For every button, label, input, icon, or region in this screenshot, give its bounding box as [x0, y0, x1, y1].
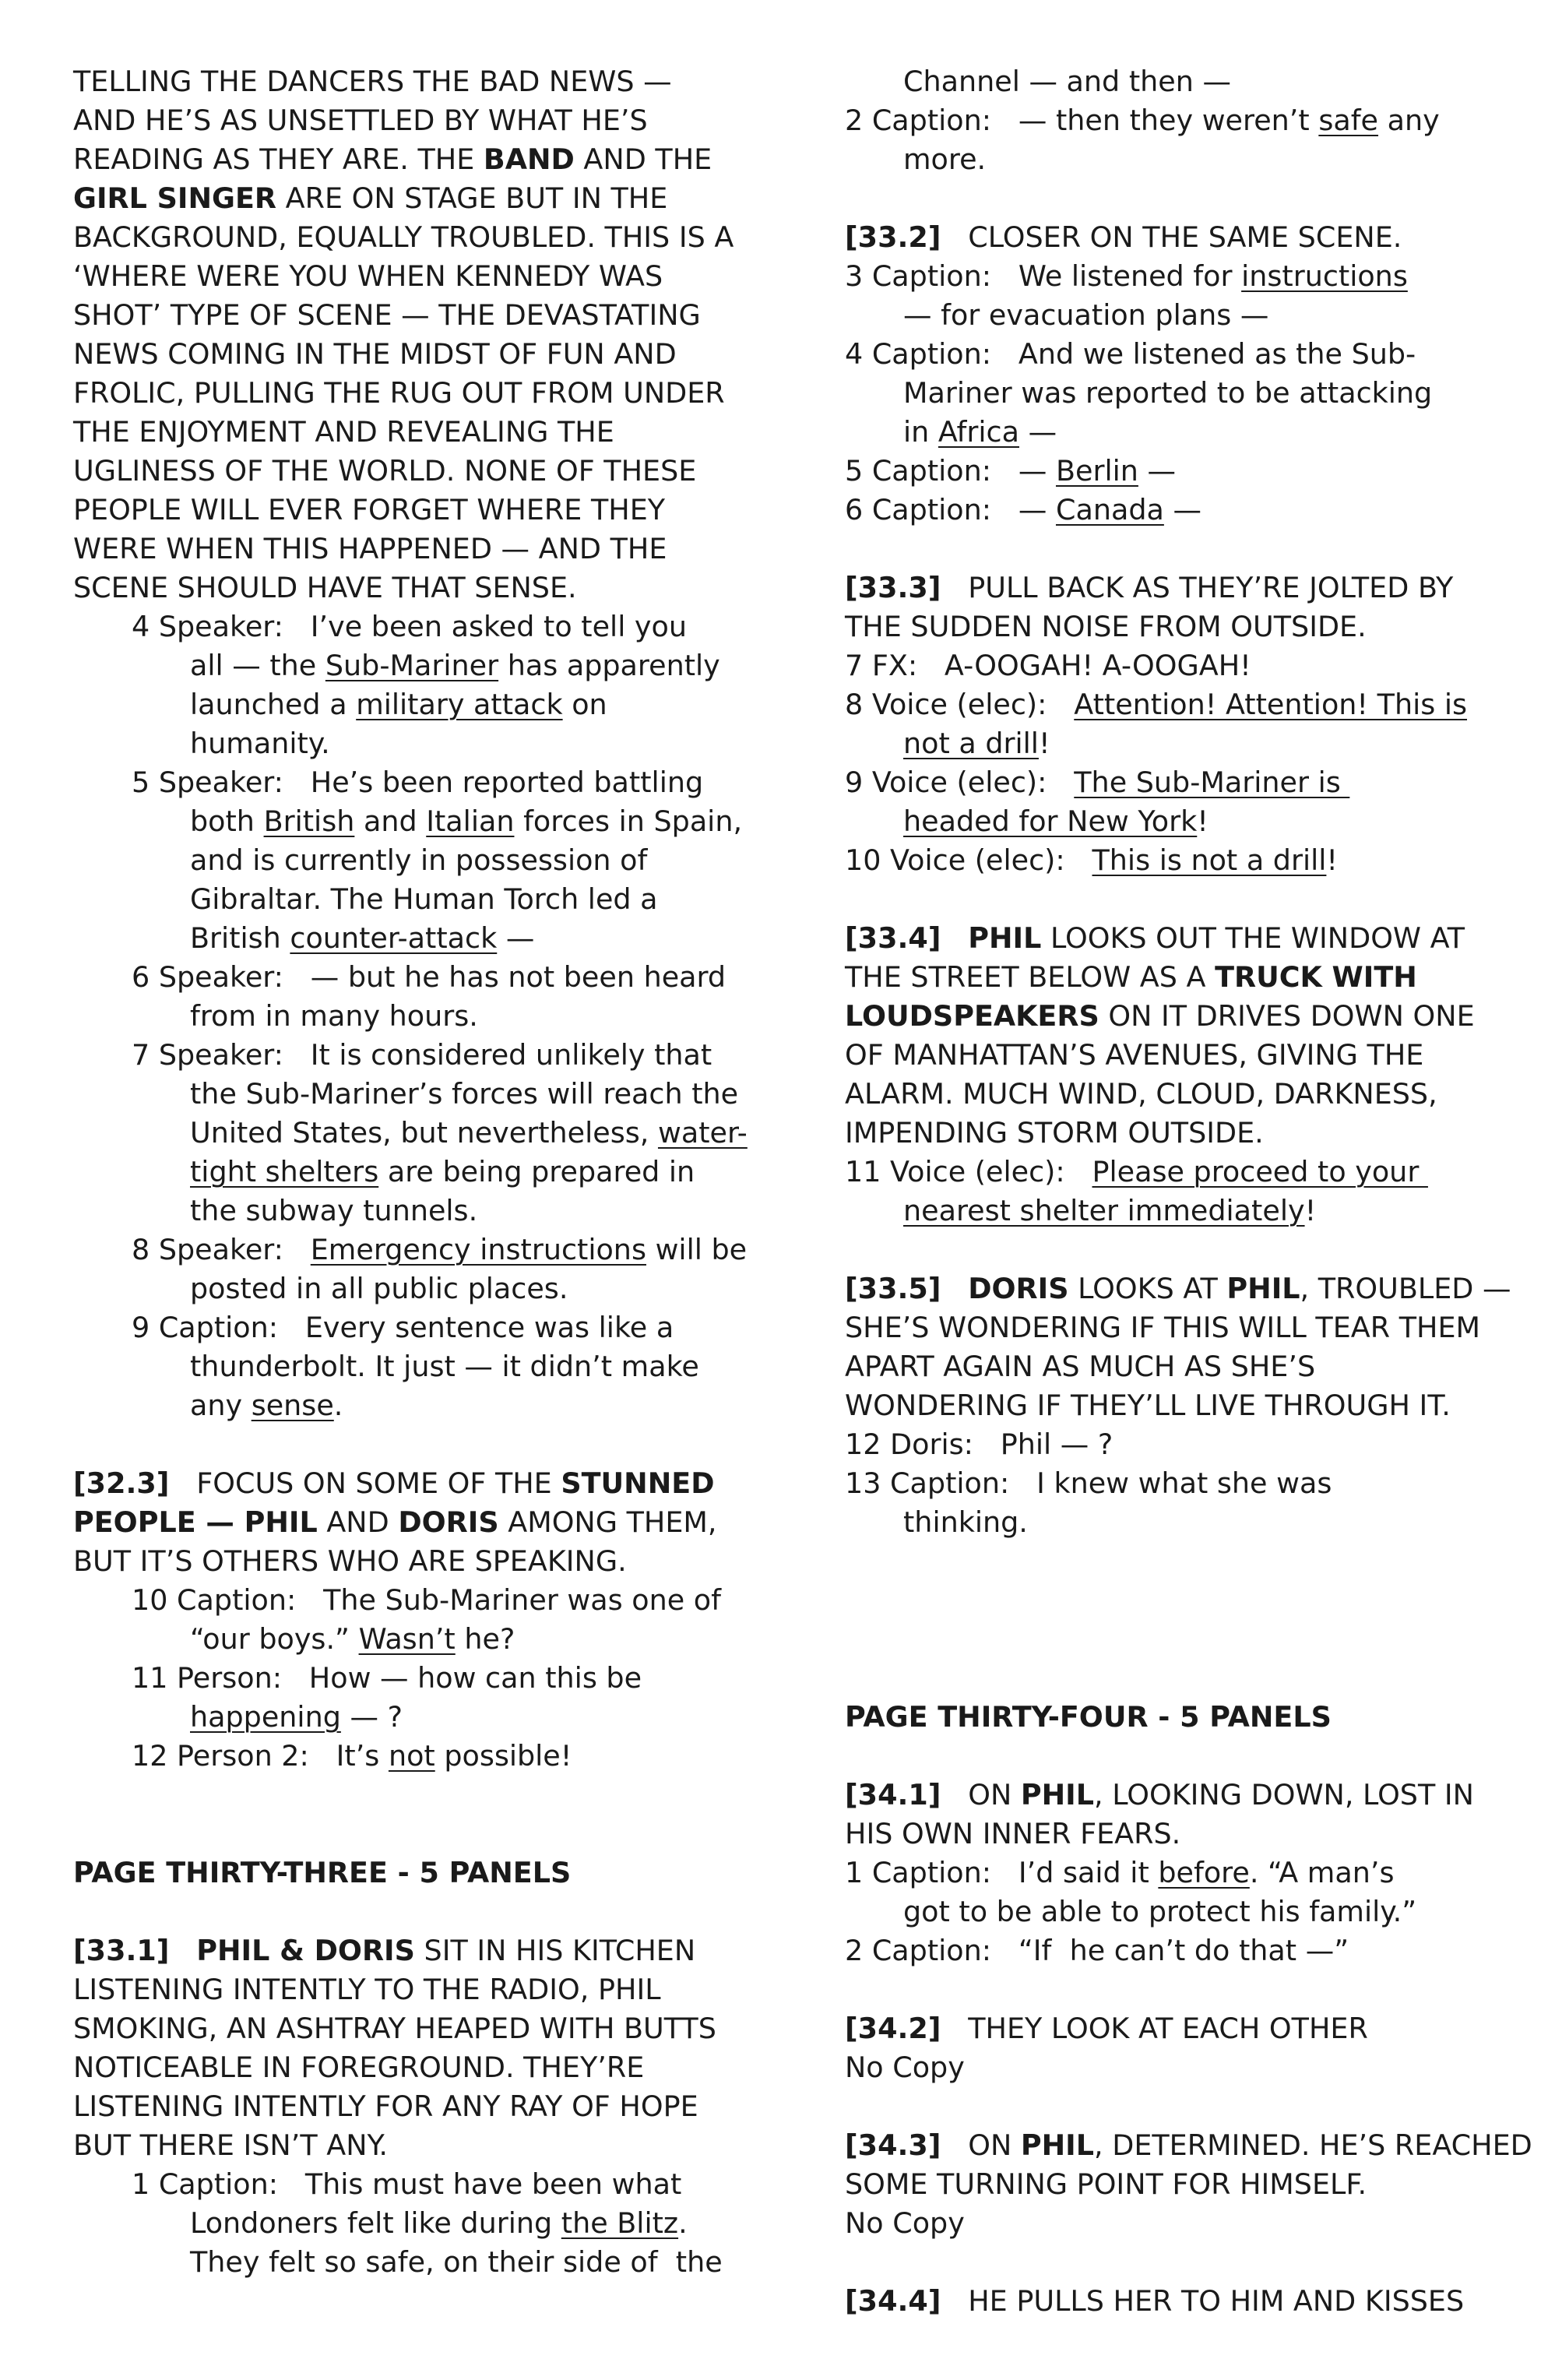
blank-line [786, 1659, 1487, 1698]
blank-line [786, 2243, 1487, 2282]
text-segment: instructions [1241, 259, 1408, 293]
text-segment: — ? [340, 1700, 403, 1734]
blank-line [786, 880, 1487, 919]
script-line [73, 1659, 774, 1698]
blank-line [73, 1815, 774, 1854]
script-line [73, 1347, 774, 1386]
text-segment: BUT THERE ISN’T ANY. [73, 2128, 388, 2162]
text-segment: all — the [190, 649, 325, 682]
script-line [786, 374, 1487, 413]
text-segment: safe [1318, 104, 1379, 137]
text-segment: ALARM. MUCH WIND, CLOUD, DARKNESS, [845, 1077, 1437, 1111]
text-segment: No Copy [845, 2206, 965, 2240]
text-segment: water- [657, 1116, 748, 1150]
script-line [786, 1075, 1487, 1114]
script-line [786, 1698, 1487, 1737]
text-segment: Mariner was reported to be attacking [903, 376, 1433, 410]
text-segment: 9 Voice (elec): [845, 766, 1075, 799]
script-line [73, 919, 774, 958]
script-line [73, 452, 774, 491]
text-segment: HIS OWN INNER FEARS. [845, 1817, 1181, 1850]
text-segment: humanity. [190, 727, 330, 760]
text-segment: the Sub-Mariner’s forces will reach the [190, 1077, 739, 1111]
text-segment: the subway tunnels. [190, 1194, 478, 1227]
text-segment: 10 Voice (elec): [845, 843, 1092, 877]
text-segment: NOTICEABLE IN FOREGROUND. THEY’RE [73, 2051, 645, 2084]
text-segment: FOCUS ON SOME OF THE [169, 1466, 561, 1500]
script-line [73, 1503, 774, 1542]
script-line [786, 1114, 1487, 1153]
text-segment: thunderbolt. It just — it didn’t make [190, 1350, 699, 1383]
text-segment: CLOSER ON THE SAME SCENE. [941, 220, 1402, 254]
script-line [786, 841, 1487, 880]
script-line [786, 257, 1487, 296]
text-segment: Sub-Mariner [325, 649, 499, 682]
text-segment: THE STREET BELOW AS A [845, 960, 1216, 994]
script-line [786, 491, 1487, 530]
text-segment: Canada [1055, 493, 1164, 526]
right-column [786, 62, 1532, 2321]
text-segment: BUT IT’S OTHERS WHO ARE SPEAKING. [73, 1544, 627, 1578]
script-line [73, 2126, 774, 2165]
script-line [73, 1269, 774, 1308]
script-line [786, 802, 1487, 841]
script-line [73, 607, 774, 646]
script-line [786, 1931, 1487, 1970]
text-segment: SOME TURNING POINT FOR HIMSELF. [845, 2167, 1367, 2201]
script-line [73, 413, 774, 452]
left-column [73, 62, 774, 2282]
text-segment: ON [941, 1778, 1021, 1811]
text-segment: This is not a drill [1092, 843, 1327, 877]
text-segment: LOOKS OUT THE WINDOW AT [1041, 921, 1465, 955]
text-segment: THEY LOOK AT EACH OTHER [941, 2012, 1368, 2045]
text-segment: sense [251, 1389, 334, 1422]
text-segment: he? [455, 1622, 515, 1656]
script-line [73, 2048, 774, 2087]
script-line [73, 1931, 774, 1970]
text-segment: DORIS [968, 1272, 1069, 1305]
text-segment: 5 Speaker: He’s been reported battling [132, 766, 704, 799]
text-segment: 8 Voice (elec): [845, 688, 1075, 721]
script-line [73, 335, 774, 374]
script-line [786, 958, 1487, 997]
text-segment: Gibraltar. The Human Torch led a [190, 882, 658, 916]
text-segment: LISTENING INTENTLY FOR ANY RAY OF HOPE [73, 2090, 698, 2123]
text-segment: THE ENJOYMENT AND REVEALING THE [73, 415, 614, 449]
text-segment: any [1378, 104, 1440, 137]
blank-line [786, 1581, 1487, 1620]
script-line [73, 958, 774, 997]
text-segment: READING AS THEY ARE. THE [73, 143, 484, 176]
script-line [786, 296, 1487, 335]
text-segment: [34.1] [845, 1778, 941, 1811]
text-segment: 12 Person 2: It’s [132, 1739, 389, 1773]
script-line [73, 374, 774, 413]
text-segment: 6 Speaker: — but he has not been heard [132, 960, 727, 994]
text-segment: headed for New York [903, 804, 1198, 838]
script-line [786, 1854, 1487, 1892]
text-segment: [34.3] [845, 2128, 941, 2162]
text-segment: LOOKS AT [1068, 1272, 1227, 1305]
text-segment: [32.3] [73, 1466, 170, 1500]
text-segment: , TROUBLED — [1300, 1272, 1511, 1305]
script-line [73, 1581, 774, 1620]
text-segment: ! [1197, 804, 1208, 838]
script-line [73, 1464, 774, 1503]
text-segment: ! [1304, 1194, 1317, 1227]
script-line [786, 1308, 1487, 1347]
text-segment: IMPENDING STORM OUTSIDE. [845, 1116, 1264, 1150]
text-segment: posted in all public places. [190, 1272, 568, 1305]
script-line [786, 763, 1487, 802]
text-segment: NEWS COMING IN THE MIDST OF FUN AND [73, 337, 677, 371]
script-line [786, 1425, 1487, 1464]
script-line [73, 296, 774, 335]
blank-line [73, 1892, 774, 1931]
script-line [73, 802, 774, 841]
script-line [73, 2204, 774, 2243]
script-line [786, 62, 1487, 101]
text-segment [941, 921, 968, 955]
script-line [73, 530, 774, 569]
script-line [73, 880, 774, 919]
text-segment: Italian [426, 804, 515, 838]
script-line [73, 1153, 774, 1192]
text-segment: WONDERING IF THEY’LL LIVE THROUGH IT. [845, 1389, 1451, 1422]
text-segment: [34.2] [845, 2012, 941, 2045]
script-line [786, 919, 1487, 958]
script-line [786, 2282, 1487, 2321]
script-line [73, 2243, 774, 2282]
script-line [786, 569, 1487, 607]
text-segment: 3 Caption: We listened for [845, 259, 1242, 293]
blank-line [786, 1230, 1487, 1269]
script-line [73, 1737, 774, 1776]
script-line [786, 1153, 1487, 1192]
script-line [73, 218, 774, 257]
script-line [73, 2009, 774, 2048]
text-segment: — for evacuation plans — [903, 298, 1269, 332]
script-line [786, 2204, 1487, 2243]
blank-line [786, 1542, 1487, 1581]
text-segment: 11 Voice (elec): [845, 1155, 1092, 1188]
script-line [73, 1542, 774, 1581]
script-line [786, 1269, 1511, 1308]
text-segment: ON IT DRIVES DOWN ONE [1099, 999, 1475, 1033]
script-line [73, 2087, 774, 2126]
text-segment: BACKGROUND, EQUALLY TROUBLED. THIS IS A [73, 220, 734, 254]
text-segment: has apparently [498, 649, 720, 682]
blank-line [786, 1970, 1487, 2009]
text-segment: from in many hours. [190, 999, 478, 1033]
text-segment: the Blitz [561, 2206, 679, 2240]
text-segment: 10 Caption: The Sub-Mariner was one of [132, 1583, 721, 1617]
text-segment: 6 Caption: — [845, 493, 1056, 526]
text-segment: . “A man’s [1249, 1856, 1395, 1889]
script-line [786, 413, 1487, 452]
text-segment [941, 1272, 968, 1305]
text-segment [169, 1934, 196, 1967]
text-segment: are being prepared in [378, 1155, 695, 1188]
text-segment: Wasn’t [358, 1622, 456, 1656]
text-segment: tight shelters [190, 1155, 379, 1188]
text-segment: SHE’S WONDERING IF THIS WILL TEAR THEM [845, 1311, 1481, 1344]
text-segment: ON [941, 2128, 1021, 2162]
script-line [786, 1464, 1487, 1503]
script-line [786, 2165, 1487, 2204]
text-segment: THE SUDDEN NOISE FROM OUTSIDE. [845, 610, 1367, 643]
script-line [786, 2009, 1487, 2048]
text-segment: LISTENING INTENTLY TO THE RADIO, PHIL [73, 1973, 661, 2006]
text-segment: The Sub-Mariner is [1074, 766, 1350, 799]
text-segment: WERE WHEN THIS HAPPENED — AND THE [73, 532, 667, 565]
script-line [786, 685, 1487, 724]
text-segment: OF MANHATTAN’S AVENUES, GIVING THE [845, 1038, 1424, 1072]
text-segment: Berlin [1055, 454, 1138, 488]
text-segment: 5 Caption: — [845, 454, 1056, 488]
script-line [73, 1230, 774, 1269]
text-segment: SCENE SHOULD HAVE THAT SENSE. [73, 571, 577, 604]
text-segment: GIRL SINGER [73, 181, 277, 215]
text-segment: not [388, 1739, 435, 1773]
text-segment: AND HE’S AS UNSETTLED BY WHAT HE’S [73, 104, 648, 137]
text-segment: happening [190, 1700, 341, 1734]
text-segment: 13 Caption: I knew what she was [845, 1466, 1332, 1500]
text-segment: [33.3] [845, 571, 941, 604]
text-segment: HE PULLS HER TO HIM AND KISSES [941, 2284, 1465, 2318]
text-segment: thinking. [903, 1505, 1028, 1539]
script-line [73, 1620, 774, 1659]
text-segment: SMOKING, AN ASHTRAY HEAPED WITH BUTTS [73, 2012, 716, 2045]
script-line [73, 1036, 774, 1075]
text-segment: 2 Caption: — then they weren’t [845, 104, 1319, 137]
blank-line [786, 1737, 1487, 1776]
script-line [73, 257, 774, 296]
text-segment: ‘WHERE WERE YOU WHEN KENNEDY WAS [73, 259, 663, 293]
text-segment: — [497, 921, 535, 955]
script-line [786, 452, 1487, 491]
text-segment: PAGE THIRTY-THREE - 5 PANELS [73, 1856, 572, 1889]
text-segment: military attack [356, 688, 563, 721]
text-segment: SHOT’ TYPE OF SCENE — THE DEVASTATING [73, 298, 701, 332]
text-segment: LOUDSPEAKERS [845, 999, 1099, 1033]
text-segment: United States, but nevertheless, [190, 1116, 658, 1150]
text-segment: Attention! Attention! This is [1074, 688, 1467, 721]
text-segment: got to be able to protect his family.” [903, 1895, 1417, 1928]
blank-line [73, 1425, 774, 1464]
text-segment: AND [317, 1505, 399, 1539]
script-line [786, 335, 1487, 374]
text-segment: and is currently in possession of [190, 843, 648, 877]
script-line [73, 101, 774, 140]
text-segment: PHIL [1020, 2128, 1095, 2162]
script-line [73, 140, 774, 179]
script-line [786, 997, 1487, 1036]
text-segment: [33.4] [845, 921, 941, 955]
text-segment: No Copy [845, 2051, 965, 2084]
text-segment: They felt so safe, on their side of the [190, 2245, 723, 2279]
blank-line [786, 179, 1487, 218]
blank-line [786, 1620, 1487, 1659]
text-segment: 9 Caption: Every sentence was like a [132, 1311, 674, 1344]
script-line [73, 763, 774, 802]
script-line [786, 646, 1487, 685]
script-line [73, 2165, 774, 2204]
text-segment: SIT IN HIS KITCHEN [414, 1934, 696, 1967]
blank-line [786, 2087, 1487, 2126]
script-line [786, 2048, 1487, 2087]
text-segment: in [903, 415, 938, 449]
text-segment: — [1138, 454, 1177, 488]
text-segment: British [263, 804, 355, 838]
text-segment: will be [646, 1233, 748, 1266]
script-line [786, 1776, 1487, 1815]
text-segment: TRUCK WITH [1215, 960, 1417, 994]
text-segment: 1 Caption: This must have been what [132, 2167, 682, 2201]
text-segment: any [190, 1389, 252, 1422]
text-segment: 11 Person: How — how can this be [132, 1661, 642, 1695]
text-segment: not a drill [903, 727, 1039, 760]
script-line [73, 724, 774, 763]
text-segment: possible! [434, 1739, 572, 1773]
text-segment: PULL BACK AS THEY’RE JOLTED BY [941, 571, 1454, 604]
text-segment: launched a [190, 688, 357, 721]
text-segment: nearest shelter immediately [903, 1194, 1305, 1227]
text-segment: 7 Speaker: It is considered unlikely that [132, 1038, 712, 1072]
script-line [786, 1347, 1487, 1386]
script-line [73, 1698, 774, 1737]
script-line [73, 62, 774, 101]
text-segment: PHIL [968, 921, 1042, 955]
text-segment: — [1019, 415, 1057, 449]
text-segment: more. [903, 143, 987, 176]
script-line [786, 1815, 1487, 1854]
text-segment: 1 Caption: I’d said it [845, 1856, 1159, 1889]
text-segment: and [354, 804, 427, 838]
blank-line [73, 1776, 774, 1815]
script-line [786, 1892, 1487, 1931]
script-line [73, 1114, 774, 1153]
text-segment: 12 Doris: Phil — ? [845, 1428, 1114, 1461]
text-segment: British [190, 921, 290, 955]
text-segment: both [190, 804, 264, 838]
script-line [786, 1036, 1487, 1075]
script-line [73, 179, 774, 218]
text-segment: PEOPLE WILL EVER FORGET WHERE THEY [73, 493, 666, 526]
script-line [73, 1192, 774, 1230]
text-segment: 4 Caption: And we listened as the Sub- [845, 337, 1416, 371]
script-line [73, 491, 774, 530]
script-line [73, 569, 774, 607]
text-segment: — [1163, 493, 1201, 526]
text-segment: [33.1] [73, 1934, 170, 1967]
text-segment: forces in Spain, [514, 804, 743, 838]
text-segment: TELLING THE DANCERS THE BAD NEWS — [73, 65, 672, 98]
script-line [786, 607, 1487, 646]
script-line [786, 140, 1487, 179]
script-line [73, 1075, 774, 1114]
text-segment: ARE ON STAGE BUT IN THE [276, 181, 668, 215]
script-line [73, 997, 774, 1036]
text-segment: 2 Caption: “If he can’t do that —” [845, 1934, 1349, 1967]
text-segment: DORIS [398, 1505, 499, 1539]
script-line [73, 841, 774, 880]
script-line [73, 1854, 774, 1892]
text-segment: 4 Speaker: I’ve been asked to tell you [132, 610, 687, 643]
text-segment: [34.4] [845, 2284, 941, 2318]
text-segment: UGLINESS OF THE WORLD. NONE OF THESE [73, 454, 697, 488]
text-segment: PHIL & DORIS [196, 1934, 415, 1967]
text-segment: Please proceed to your [1092, 1155, 1428, 1188]
script-line [786, 1192, 1487, 1230]
text-segment: FROLIC, PULLING THE RUG OUT FROM UNDER [73, 376, 725, 410]
text-segment: PHIL [1226, 1272, 1300, 1305]
text-segment: . [333, 1389, 343, 1422]
script-line [786, 101, 1487, 140]
script-line [786, 2126, 1532, 2165]
blank-line [786, 530, 1487, 569]
text-segment: PAGE THIRTY-FOUR - 5 PANELS [845, 1700, 1332, 1734]
text-segment: “our boys.” [190, 1622, 359, 1656]
text-segment: [33.5] [845, 1272, 941, 1305]
text-segment: Channel — and then — [903, 65, 1231, 98]
script-line [786, 1386, 1487, 1425]
text-segment: Emergency instructions [310, 1233, 646, 1266]
text-segment: ! [1038, 727, 1050, 760]
text-segment: [33.2] [845, 220, 941, 254]
script-line [73, 685, 774, 724]
text-segment: APART AGAIN AS MUCH AS SHE’S [845, 1350, 1316, 1383]
text-segment: AMONG THEM, [498, 1505, 717, 1539]
script-line [73, 1308, 774, 1347]
text-segment: PEOPLE — PHIL [73, 1505, 318, 1539]
text-segment: counter-attack [290, 921, 498, 955]
text-segment: , LOOKING DOWN, LOST IN [1094, 1778, 1474, 1811]
text-segment: 8 Speaker: [132, 1233, 311, 1266]
text-segment: ! [1326, 843, 1339, 877]
script-line [786, 1503, 1487, 1542]
text-segment: PHIL [1020, 1778, 1095, 1811]
script-line [73, 1386, 774, 1425]
script-line [73, 1970, 774, 2009]
text-segment: AND THE [574, 143, 712, 176]
text-segment: STUNNED [561, 1466, 715, 1500]
script-line [73, 646, 774, 685]
text-segment: BAND [483, 143, 575, 176]
script-line [786, 724, 1487, 763]
text-segment: Africa [938, 415, 1019, 449]
text-segment: 7 FX: A-OOGAH! A-OOGAH! [845, 649, 1251, 682]
text-segment: . [678, 2206, 688, 2240]
text-segment: on [562, 688, 607, 721]
text-segment: before [1158, 1856, 1250, 1889]
text-segment: Londoners felt like during [190, 2206, 561, 2240]
script-line [786, 218, 1487, 257]
text-segment: , DETERMINED. HE’S REACHED [1094, 2128, 1532, 2162]
